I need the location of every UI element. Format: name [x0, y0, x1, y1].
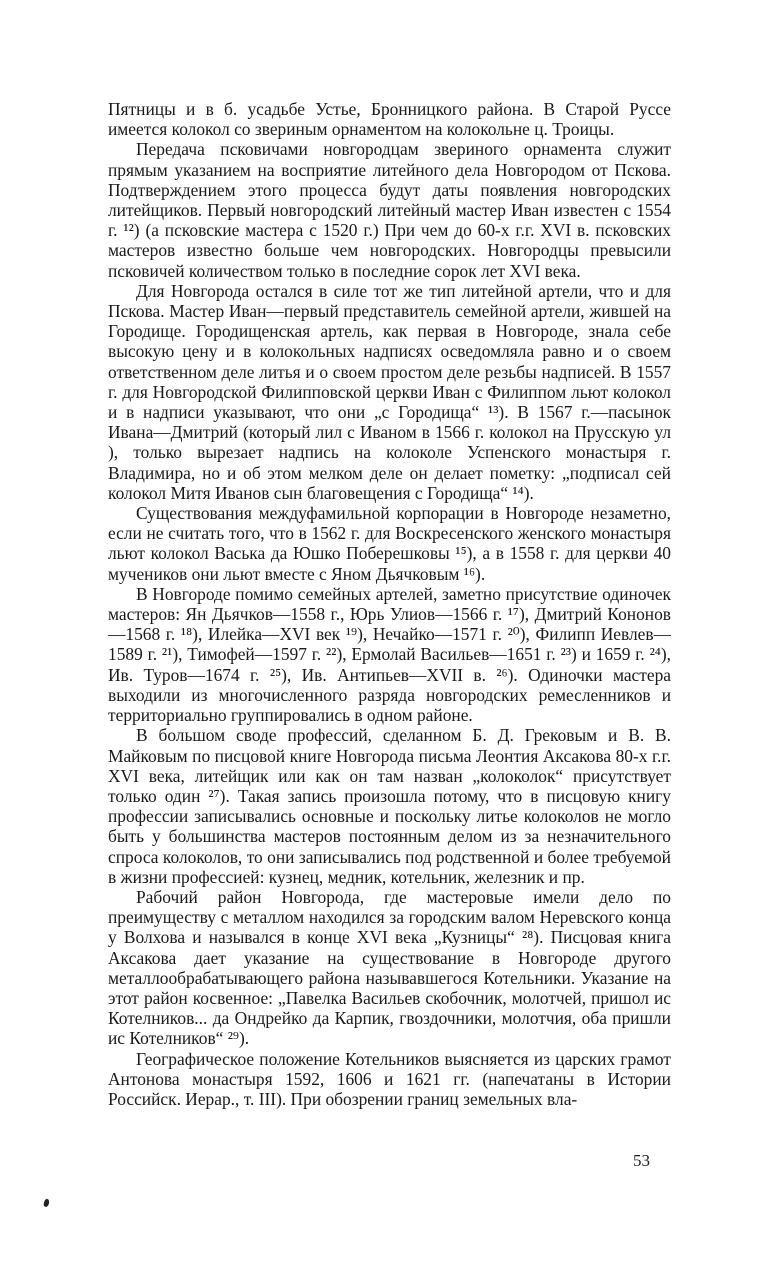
paragraph: Географическое положение Котельников выясняется из царских грамот Антонова монастыря 1592, 1606 и 1621 гг. (напечатаны в Истории Российск. Иерар., т. III). При обозрении границ земельных вла-: [108, 1048, 671, 1109]
body-text: [108, 99, 671, 1109]
paragraph: Рабочий район Новгорода, где мастеровые имели дело по преимуществу с металлом находился за городским валом Неревского конца у Волхова и назывался в конце XVI века „Кузницы“ ²⁸). Писцовая книга Аксакова дает указание на существование в Новгороде другого металлообрабатывающего района называвшегося Котельники. Указание на этот район косвенное: „Павелка Васильев скобочник, молотчей, пришол ис Котелников... да Ондрейко да Карпик, гвоздочники, молотчия, оба пришли ис Котелников“ ²⁹).: [108, 886, 671, 1049]
paragraph: В большом своде профессий, сделанном Б. Д. Грековым и В. В. Майковым по писцовой книге Новгорода письма Леонтия Аксакова 80-х г.г. XVI века, литейщик или как он там назван „колоколок“ присутствует только один ²⁷). Такая запись произошла потому, что в писцовую книгу профессии записывались основные и поскольку литье колоколов не могло быть у большинства мастеров постоянным делом из за незначительного спроса колоколов, то они записывались под родственной и более требуемой в жизни профессией: кузнец, медник, котельник, железник и пр.: [108, 725, 671, 887]
paragraph: Для Новгорода остался в силе тот же тип литейной артели, что и для Пскова. Мастер Иван—первый представитель семейной артели, жившей на Городище. Городищенская артель, как первая в Новгороде, знала себе высокую цену и в колокольных надписях осведомляла равно и о своем ответственном деле литья и о своем простом деле резьбы надписей. В 1557 г. для Новгородской Филипповской церкви Иван с Филиппом льют колокол и в надписи указывают, что они „с Городища“ ¹³). В 1567 г.—пасынок Ивана—Дмитрий (который лил с Иваном в 1566 г. колокол на Прусскую ул ), только вырезает надпись на колоколе Успенского монастыря г. Владимира, но и об этом мелком деле он делает пометку: „подписал сей колокол Митя Иванов сын благовещения с Городища“ ¹⁴).: [108, 280, 671, 503]
paragraph-continuation: Пятницы и в б. усадьбе Устье, Бронницкого района. В Старой Руссе имеется колокол со звериным орнаментом на колокольне ц. Троицы.: [108, 99, 671, 140]
page-number: 53: [633, 1151, 650, 1170]
paragraph: Существования междуфамильной корпорации в Новгороде незаметно, если не считать того, что в 1562 г. для Воскресенского женского монастыря льют колокол Васька да Юшко Поберешковы ¹⁵), а в 1558 г. для церкви 40 мучеников они льют вместе с Яном Дьячковым ¹⁶).: [108, 503, 671, 584]
paragraph: Передача псковичами новгородцам звериного орнамента служит прямым указанием на восприятие литейного дела Новгородом от Пскова. Подтверждением этого процесса будут даты появления новгородских литейщиков. Первый новгородский литейный мастер Иван известен с 1554 г. ¹²) (а псковские мастера с 1520 г.) При чем до 60-х г.г. XVI в. псковских мастеров известно больше чем новгородских. Новгородцы превысили псковичей количеством только в последние сорок лет XVI века.: [108, 139, 671, 281]
ink-speck: [43, 1198, 50, 1207]
paragraph: В Новгороде помимо семейных артелей, заметно присутствие одиночек мастеров: Ян Дьячков—1558 г., Юрь Улиов—1566 г. ¹⁷), Дмитрий Кононов—1568 г. ¹⁸), Илейка—XVI век ¹⁹), Нечайко—1571 г. ²⁰), Филипп Иевлев—1589 г. ²¹), Тимофей—1597 г. ²²), Ермолай Васильев—1651 г. ²³) и 1659 г. ²⁴), Ив. Туров—1674 г. ²⁵), Ив. Антипьев—XVII в. ²⁶). Одиночки мастера выходили из многочисленного разряда новгородских ремесленников и территориально группировались в одном районе.: [108, 583, 671, 726]
